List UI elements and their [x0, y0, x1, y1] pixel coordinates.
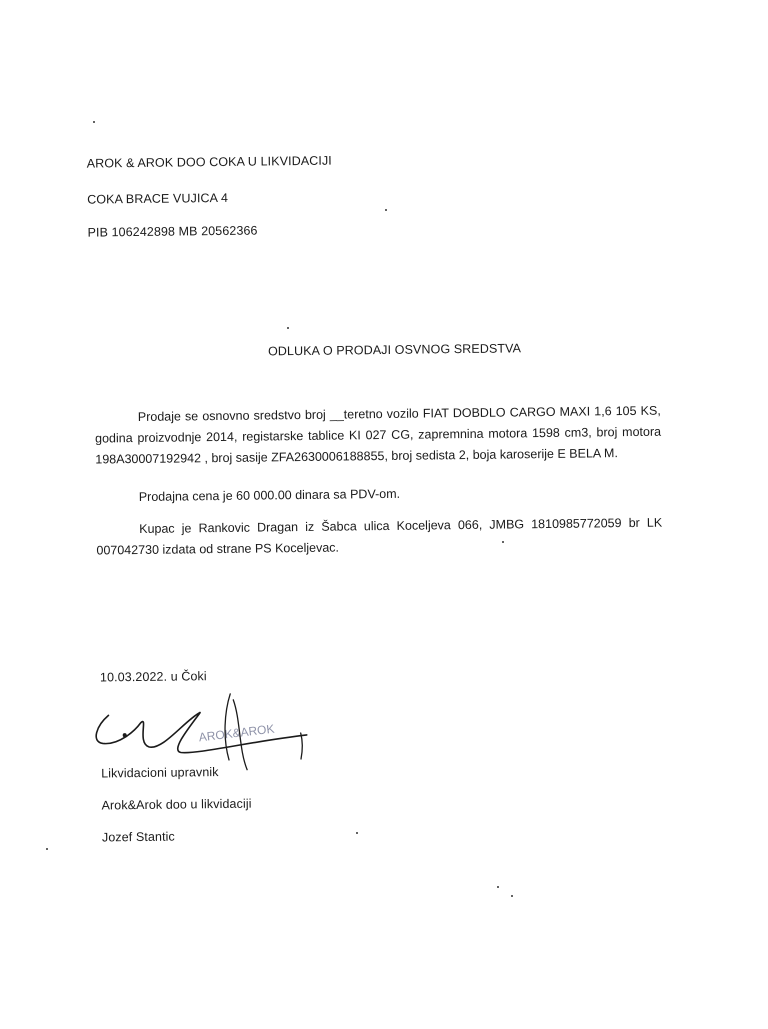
- stamp-text: AROK&AROK: [197, 721, 276, 745]
- scan-speck: [385, 209, 387, 211]
- signature-stamp: [88, 689, 319, 774]
- date-place: 10.03.2022. u Čoki: [99, 669, 207, 685]
- scan-speck: [287, 327, 289, 329]
- company-name: AROK & AROK DOO COKA U LIKVIDACIJI: [86, 153, 332, 171]
- scan-speck: [497, 886, 499, 888]
- scan-speck: [511, 895, 513, 897]
- company-ids: PIB 106242898 MB 20562366: [87, 223, 258, 240]
- scan-speck: [93, 121, 95, 123]
- document-title: ODLUKA O PRODAJI OSVNOG SREDSTVA: [267, 341, 522, 359]
- company-address: COKA BRACE VUJICA 4: [87, 190, 229, 207]
- scan-speck: [46, 848, 48, 850]
- paragraph-buyer: Kupac je Rankovic Dragan iz Šabca ulica Koceljeva 066, JMBG 1810985772059 br LK 007042730 izdata od strane PS Koceljevac.: [96, 515, 663, 558]
- signatory-company: Arok&Arok doo u likvidaciji: [101, 796, 252, 813]
- scan-speck: [356, 832, 358, 834]
- paragraph-price: Prodajna cena je 60 000.00 dinara sa PDV-om.: [138, 486, 401, 504]
- scan-speck: [502, 541, 504, 543]
- signatory-role: Likvidacioni upravnik: [101, 765, 219, 781]
- signatory-name: Jozef Stantic: [101, 829, 175, 845]
- paragraph-vehicle: Prodaje se osnovno sredstvo broj __teretno vozilo FIAT DOBDLO CARGO MAXI 1,6 105 KS, godina proizvodnje 2014, registarske tablice KI 027 CG, zapremnina motora 1598 cm3, broj motora 198A30007192942 , broj sasije ZFA2630006188855, broj sedista 2, boja karoserije E BELA M.: [94, 403, 662, 467]
